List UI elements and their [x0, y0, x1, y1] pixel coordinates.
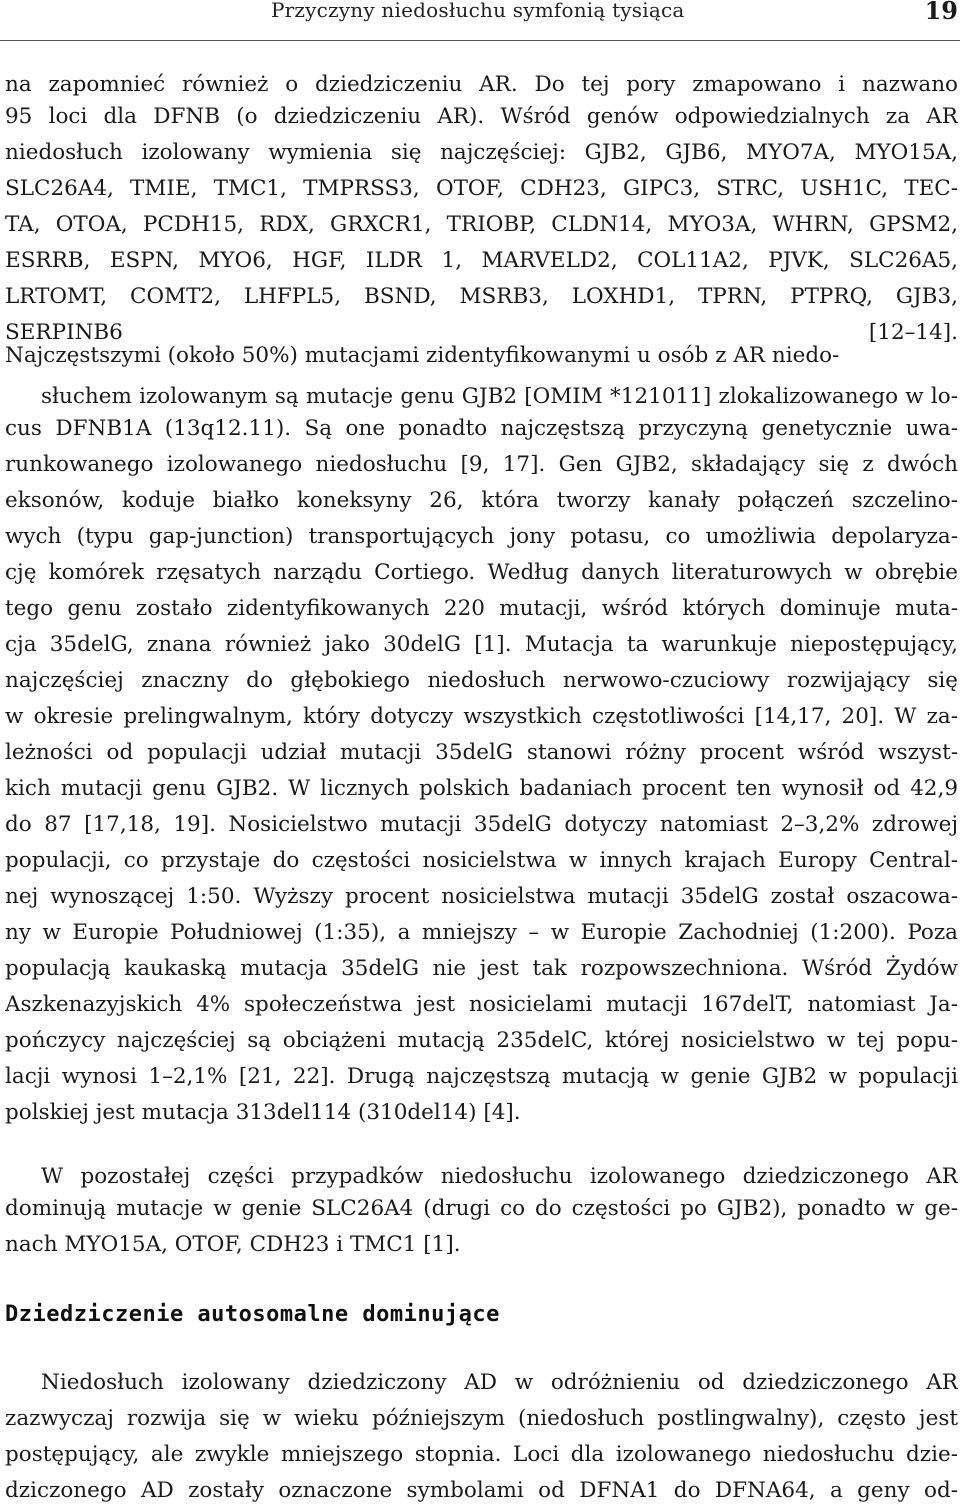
text-line: w okresie prelingwalnym, który dotyczy wszystkich częstotliwości [14,17, 20]. W za- [5, 704, 958, 729]
text-line: tego genu zostało zidentyfikowanych 220 mutacji, wśród których dominuje muta- [5, 596, 958, 621]
text-line: nej wynoszącej 1:50. Wyższy procent nosicielstwa mutacji 35delG został oszacowa- [5, 884, 958, 909]
text-line: lacji wynosi 1–2,1% [21, 22]. Drugą najczęstszą mutacją w genie GJB2 w populacji [5, 1064, 958, 1089]
text-line: W pozostałej części przypadków niedosłuchu izolowanego dziedziczonego AR [41, 1164, 958, 1189]
text-line: ny w Europie Południowej (1:35), a mniejszy – w Europie Zachodniej (1:200). Poza [5, 920, 958, 945]
text-line: kich mutacji genu GJB2. W licznych polskich badaniach procent ten wynosił od 42,9 [5, 776, 958, 801]
text-line: Niedosłuch izolowany dziedziczony AD w odróżnieniu od dziedziczonego AR [41, 1370, 958, 1395]
text-line: Najczęstszymi (około 50%) mutacjami zidentyfikowanymi u osób z AR niedo- [5, 343, 840, 368]
text-line: cję komórek rzęsatych narządu Cortiego. Według danych literaturowych w obrębie [5, 560, 958, 585]
text-line: LRTOMT, COMT2, LHFPL5, BSND, MSRB3, LOXHD1, TPRN, PTPRQ, GJB3, [5, 284, 958, 309]
text-line: polskiej jest mutacja 313del114 (310del14) [4]. [5, 1100, 521, 1125]
text-line: cus DFNB1A (13q12.11). Są one ponadto najczęstszą przyczyną genetycznie uwa- [5, 416, 958, 441]
text-line: słuchem izolowanym są mutacje genu GJB2 [OMIM *121011] zlokalizowanego w lo- [41, 384, 958, 409]
text-line: Aszkenazyjskich 4% społeczeństwa jest nosicielami mutacji 167delT, natomiast Ja- [5, 992, 958, 1017]
text-line: wych (typu gap-junction) transportujących jony potasu, co umożliwia depolaryza- [5, 524, 958, 549]
text-line: na zapomnieć również o dziedziczeniu AR. Do tej pory zmapowano i nazwano [5, 72, 958, 97]
text-line: nach MYO15A, OTOF, CDH23 i TMC1 [1]. [5, 1232, 461, 1257]
text-line: niedosłuch izolowany wymienia się najczęściej: GJB2, GJB6, MYO7A, MYO15A, [5, 140, 958, 165]
text-line: SERPINB6 [12–14]. [5, 320, 958, 345]
page-number: 19 [924, 0, 958, 25]
section-heading: Dziedziczenie autosomalne dominujące [5, 1302, 500, 1327]
text-line: populacji, co przystaje do częstości nosicielstwa w innych krajach Europy Central- [5, 848, 958, 873]
text-line: cja 35delG, znana również jako 30delG [1]. Mutacja ta warunkuje niepostępujący, [5, 632, 958, 657]
text-line: SLC26A4, TMIE, TMC1, TMPRSS3, OTOF, CDH23, GIPC3, STRC, USH1C, TEC- [5, 176, 958, 201]
text-line: runkowanego izolowanego niedosłuchu [9, 17]. Gen GJB2, składający się z dwóch [5, 452, 958, 477]
text-line: leżności od populacji udział mutacji 35delG stanowi różny procent wśród wszyst- [5, 740, 958, 765]
text-line: dominują mutacje w genie SLC26A4 (drugi co do częstości po GJB2), ponadto w ge- [5, 1196, 958, 1221]
text-line: populacją kaukaską mutacja 35delG nie jest tak rozpowszechniona. Wśród Żydów [5, 956, 958, 981]
text-line: 95 loci dla DFNB (o dziedziczeniu AR). Wśród genów odpowiedzialnych za AR [5, 104, 958, 129]
text-line: zazwyczaj rozwija się w wieku późniejszym (niedosłuch postlingwalny), często jest [5, 1406, 958, 1431]
text-line: postępujący, ale zwykle mniejszego stopnia. Loci dla izolowanego niedosłuchu dzie- [5, 1442, 958, 1467]
page-header [0, 0, 960, 41]
running-title: Przyczyny niedosłuchu symfonią tysiąca [271, 0, 685, 22]
text-line: pończycy najczęściej są obciążeni mutacją 235delC, której nosicielstwo w tej popu- [5, 1028, 958, 1053]
text-line: eksonów, koduje białko koneksyny 26, która tworzy kanały połączeń szczelino- [5, 488, 958, 513]
text-line: TA, OTOA, PCDH15, RDX, GRXCR1, TRIOBP, CLDN14, MYO3A, WHRN, GPSM2, [5, 212, 958, 237]
text-line: najczęściej znaczny do głębokiego niedosłuch nerwowo-czuciowy rozwijający się [5, 668, 958, 693]
text-line: dziczonego AD zostały oznaczone symbolami od DFNA1 do DFNA64, a geny od- [5, 1478, 958, 1503]
text-line: ESRRB, ESPN, MYO6, HGF, ILDR 1, MARVELD2, COL11A2, PJVK, SLC26A5, [5, 248, 958, 273]
text-line: do 87 [17,18, 19]. Nosicielstwo mutacji 35delG dotyczy natomiast 2–3,2% zdrowej [5, 812, 958, 837]
